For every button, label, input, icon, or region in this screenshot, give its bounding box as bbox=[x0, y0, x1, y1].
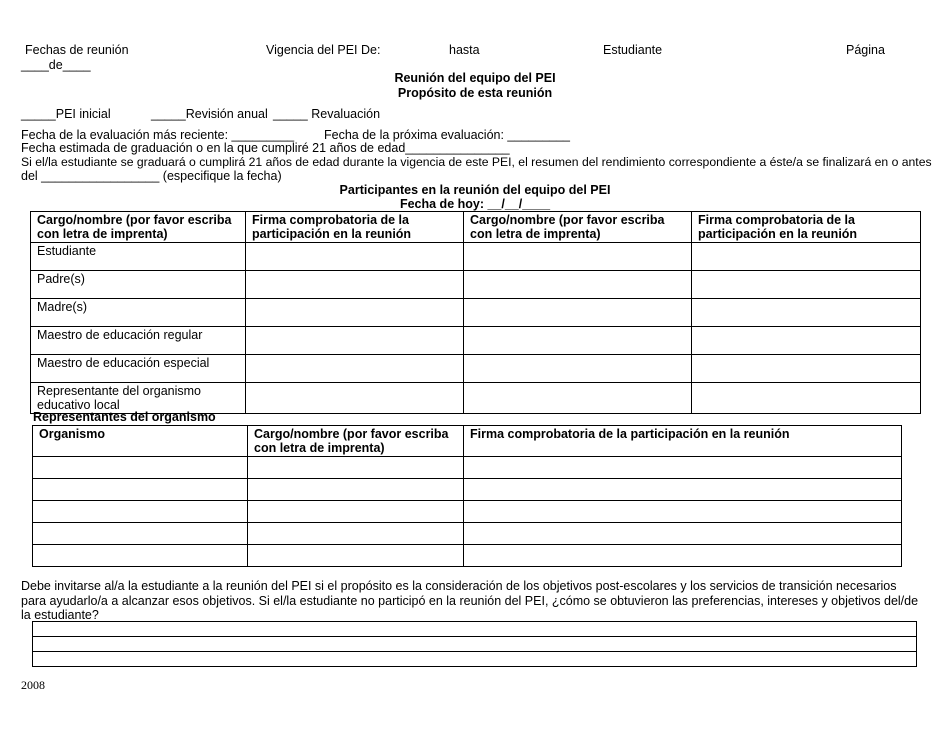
header-role-name: Cargo/nombre (por favor escriba con letra de imprenta) bbox=[248, 426, 464, 457]
role-name-cell[interactable] bbox=[248, 545, 464, 567]
purpose-reevaluation[interactable]: _____ Revaluación bbox=[273, 107, 381, 121]
organization-cell[interactable] bbox=[33, 501, 248, 523]
signature-cell[interactable] bbox=[246, 383, 464, 414]
role-name-cell[interactable] bbox=[464, 383, 692, 414]
signature-cell[interactable] bbox=[464, 523, 902, 545]
signature-cell[interactable] bbox=[246, 299, 464, 327]
table-row bbox=[33, 457, 902, 479]
role-name-cell[interactable] bbox=[464, 271, 692, 299]
signature-cell[interactable] bbox=[692, 355, 921, 383]
purpose-annual-review[interactable]: _____Revisión anual bbox=[151, 107, 268, 121]
signature-cell[interactable] bbox=[692, 327, 921, 355]
signature-cell[interactable] bbox=[246, 327, 464, 355]
form-title: Reunión del equipo del PEI bbox=[394, 71, 556, 85]
role-special-teacher: Maestro de educación especial bbox=[31, 355, 246, 383]
organization-cell[interactable] bbox=[33, 523, 248, 545]
participants-title: Participantes en la reunión del equipo del PEI bbox=[339, 183, 611, 197]
participants-header-row bbox=[31, 212, 921, 243]
organization-cell[interactable] bbox=[33, 479, 248, 501]
signature-cell[interactable] bbox=[246, 355, 464, 383]
role-regular-teacher: Maestro de educación regular bbox=[31, 327, 246, 355]
table-row bbox=[33, 545, 902, 567]
table-row bbox=[31, 327, 921, 355]
signature-cell[interactable] bbox=[692, 383, 921, 414]
table-row bbox=[31, 355, 921, 383]
role-father: Padre(s) bbox=[31, 271, 246, 299]
summary-text-line1: Si el/la estudiante se graduará o cumplirá 21 años de edad durante la vigencia de este PEI, el resumen del rendimiento correspondiente a éste/a se finalizará en o antes bbox=[21, 155, 932, 169]
answer-line bbox=[33, 637, 917, 652]
header-signature: Firma comprobatoria de la participación en la reunión bbox=[692, 212, 921, 243]
role-student: Estudiante bbox=[31, 243, 246, 271]
student-label: Estudiante bbox=[603, 43, 663, 57]
answer-line bbox=[33, 622, 917, 637]
todays-date-field[interactable]: Fecha de hoy: __/__/____ bbox=[399, 197, 551, 211]
role-name-cell[interactable] bbox=[248, 501, 464, 523]
agency-header-row bbox=[33, 426, 902, 457]
table-row bbox=[31, 383, 921, 414]
role-mother: Madre(s) bbox=[31, 299, 246, 327]
signature-cell[interactable] bbox=[464, 545, 902, 567]
next-evaluation-field[interactable]: Fecha de la próxima evaluación: _________ bbox=[324, 128, 571, 142]
table-row bbox=[31, 243, 921, 271]
purpose-initial-iep[interactable]: _____PEI inicial bbox=[21, 107, 111, 121]
role-name-cell[interactable] bbox=[464, 243, 692, 271]
table-row bbox=[31, 271, 921, 299]
footer-year: 2008 bbox=[21, 678, 45, 692]
graduation-date-field[interactable]: Fecha estimada de graduación o en la que cumpliré 21 años de edad_______________ bbox=[21, 141, 510, 155]
header-organization: Organismo bbox=[33, 426, 248, 457]
answer-lines-table bbox=[32, 621, 917, 667]
organization-cell[interactable] bbox=[33, 457, 248, 479]
role-local-agency-rep: Representante del organismo educativo local bbox=[31, 383, 246, 414]
answer-line bbox=[33, 652, 917, 667]
table-row bbox=[33, 501, 902, 523]
signature-cell[interactable] bbox=[464, 479, 902, 501]
agency-reps-title: Representantes del organismo bbox=[33, 410, 216, 424]
role-name-cell[interactable] bbox=[464, 355, 692, 383]
signature-cell[interactable] bbox=[692, 271, 921, 299]
answer-cell[interactable] bbox=[33, 622, 917, 637]
signature-cell[interactable] bbox=[464, 457, 902, 479]
until-label: hasta bbox=[449, 43, 480, 57]
header-role-name: Cargo/nombre (por favor escriba con letra de imprenta) bbox=[464, 212, 692, 243]
page-of-field[interactable]: ____de____ bbox=[21, 58, 91, 72]
role-name-cell[interactable] bbox=[248, 479, 464, 501]
participants-table bbox=[30, 211, 921, 414]
table-row bbox=[33, 523, 902, 545]
signature-cell[interactable] bbox=[464, 501, 902, 523]
iep-validity-label: Vigencia del PEI De: bbox=[266, 43, 381, 57]
signature-cell[interactable] bbox=[246, 243, 464, 271]
role-name-cell[interactable] bbox=[464, 299, 692, 327]
answer-cell[interactable] bbox=[33, 652, 917, 667]
agency-table bbox=[32, 425, 902, 567]
role-name-cell[interactable] bbox=[248, 457, 464, 479]
summary-date-field[interactable]: del _________________ (especifique la fecha) bbox=[21, 169, 282, 183]
organization-cell[interactable] bbox=[33, 545, 248, 567]
header-role-name: Cargo/nombre (por favor escriba con letra de imprenta) bbox=[31, 212, 246, 243]
table-row bbox=[31, 299, 921, 327]
signature-cell[interactable] bbox=[246, 271, 464, 299]
role-name-cell[interactable] bbox=[464, 327, 692, 355]
answer-cell[interactable] bbox=[33, 637, 917, 652]
recent-evaluation-field[interactable]: Fecha de la evaluación más reciente: _________ bbox=[21, 128, 295, 142]
role-name-cell[interactable] bbox=[248, 523, 464, 545]
form-subtitle: Propósito de esta reunión bbox=[397, 86, 553, 100]
header-signature: Firma comprobatoria de la participación en la reunión bbox=[246, 212, 464, 243]
page-label: Página bbox=[846, 43, 885, 57]
signature-cell[interactable] bbox=[692, 299, 921, 327]
signature-cell[interactable] bbox=[692, 243, 921, 271]
header-signature: Firma comprobatoria de la participación en la reunión bbox=[464, 426, 902, 457]
student-invitation-text: Debe invitarse al/a la estudiante a la reunión del PEI si el propósito es la consideración de los objetivos post-escolares y los servicios de transición necesarios para ayudarlo/a a alcanzar esos objetivos. Si el/la estudiante no participó en la reunión del PEI, ¿cómo se obtuvieron las preferencias, intereses y objetivos del/de la estudiante? bbox=[21, 579, 919, 622]
table-row bbox=[33, 479, 902, 501]
meeting-dates-label: Fechas de reunión bbox=[25, 43, 129, 57]
